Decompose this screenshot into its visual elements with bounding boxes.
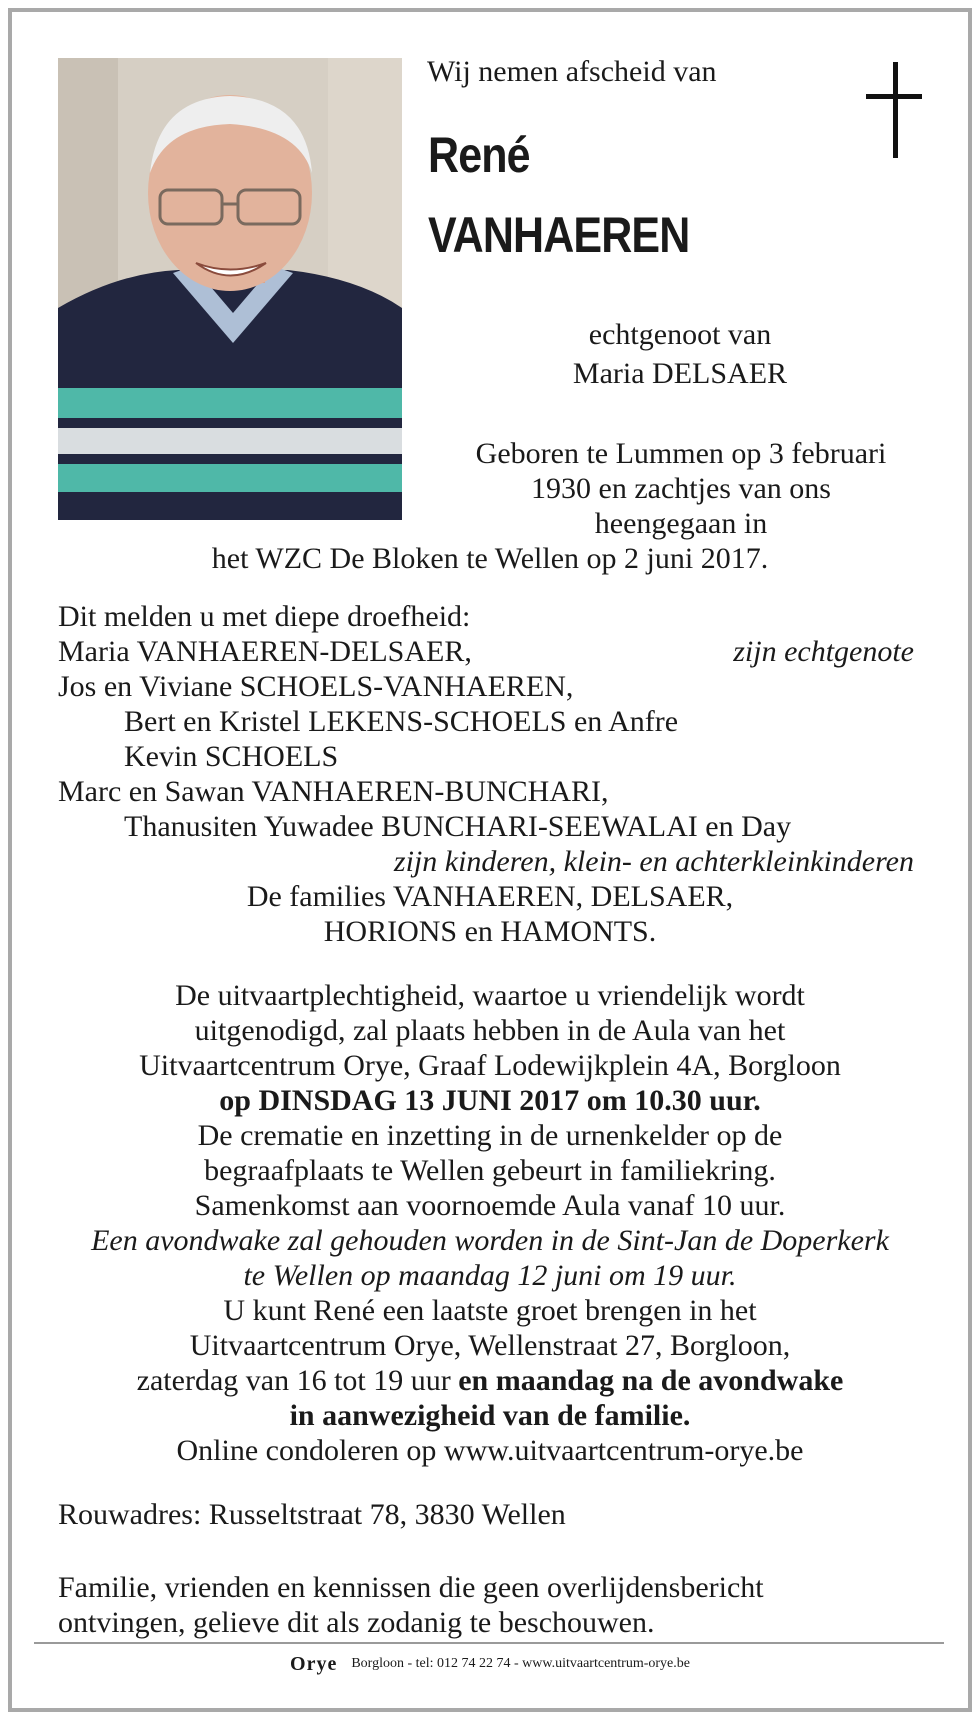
spouse-name: Maria DELSAER xyxy=(572,357,788,390)
vigil-line-1: Een avondwake zal gehouden worden in de Sint-Jan de Doperkerk xyxy=(91,1224,889,1257)
ceremony-line-7: Samenkomst aan voornoemde Aula vanaf 10 uur. xyxy=(194,1189,786,1222)
birth-line-4: het WZC De Bloken te Wellen op 2 juni 2017. xyxy=(211,542,769,575)
family-intro: Dit melden u met diepe droefheid: xyxy=(58,600,471,633)
footer-contact: Borgloon - tel: 012 74 22 74 - www.uitvaartcentrum-orye.be xyxy=(351,1656,690,1672)
family-line-4: Kevin SCHOELS xyxy=(124,740,339,773)
spouse-label: echtgenoot van xyxy=(588,318,772,351)
deceased-last-name: VANHAEREN xyxy=(428,207,690,263)
ceremony-line-3: Uitvaartcentrum Orye, Graaf Lodewijkplein 4A, Borgloon xyxy=(139,1049,841,1082)
visit-line-2: Uitvaartcentrum Orye, Wellenstraat 27, Borgloon, xyxy=(189,1329,791,1362)
footer xyxy=(0,1654,980,1674)
birth-line-1: Geboren te Lummen op 3 februari xyxy=(475,437,887,470)
family-line-6: Thanusiten Yuwadee BUNCHARI-SEEWALAI en Day xyxy=(124,810,792,843)
family-line-2: Jos en Viviane SCHOELS-VANHAEREN, xyxy=(58,670,574,703)
vigil-line-2: te Wellen op maandag 12 juni om 19 uur. xyxy=(243,1259,737,1292)
visit-line-3-bold: en maandag na de avondwake xyxy=(458,1364,844,1397)
orye-logo: Orye xyxy=(290,1653,338,1675)
ceremony-line-5: De crematie en inzetting in de urnenkelder op de xyxy=(197,1119,783,1152)
ceremony-date: op DINSDAG 13 JUNI 2017 om 10.30 uur. xyxy=(219,1084,761,1117)
birth-line-3: heengegaan in xyxy=(594,507,768,540)
portrait-photo xyxy=(58,58,402,520)
closing-line-1: Familie, vrienden en kennissen die geen overlijdensbericht xyxy=(58,1571,764,1604)
mourning-address: Rouwadres: Russeltstraat 78, 3830 Wellen xyxy=(58,1498,566,1531)
intro-text: Wij nemen afscheid van xyxy=(427,55,717,88)
birth-line-2: 1930 en zachtjes van ons xyxy=(531,472,831,505)
footer-divider xyxy=(34,1642,944,1644)
family-line-5: Marc en Sawan VANHAEREN-BUNCHARI, xyxy=(58,775,609,808)
family-role-spouse: zijn echtgenote xyxy=(733,635,914,668)
ceremony-line-2: uitgenodigd, zal plaats hebben in de Aula van het xyxy=(194,1014,786,1047)
visit-line-3-regular: zaterdag van 16 tot 19 uur xyxy=(136,1364,459,1397)
deceased-first-name: René xyxy=(428,127,530,183)
family-line-3: Bert en Kristel LEKENS-SCHOELS en Anfre xyxy=(124,705,679,738)
visit-line-3 xyxy=(0,1363,980,1398)
online-condolence: Online condoleren op www.uitvaartcentrum-orye.be xyxy=(176,1434,804,1467)
family-line-8: HORIONS en HAMONTS. xyxy=(323,915,657,948)
family-line-1: Maria VANHAEREN-DELSAER, xyxy=(58,635,472,668)
family-line-7: De families VANHAEREN, DELSAER, xyxy=(246,880,734,913)
visit-line-1: U kunt René een laatste groet brengen in het xyxy=(223,1294,757,1327)
ceremony-line-6: begraafplaats te Wellen gebeurt in familiekring. xyxy=(204,1154,776,1187)
ceremony-line-1: De uitvaartplechtigheid, waartoe u vriendelijk wordt xyxy=(175,979,805,1012)
family-role-children: zijn kinderen, klein- en achterkleinkinderen xyxy=(393,845,914,878)
closing-line-2: ontvingen, gelieve dit als zodanig te beschouwen. xyxy=(58,1606,655,1639)
visit-line-4: in aanwezigheid van de familie. xyxy=(289,1399,691,1432)
